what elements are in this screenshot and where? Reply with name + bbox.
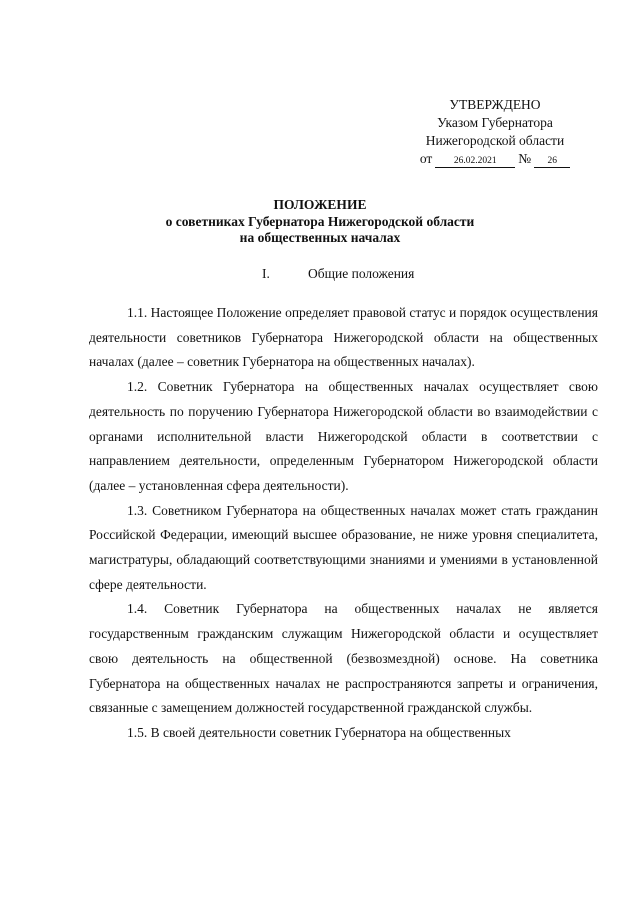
decree-date: 26.02.2021 — [435, 155, 515, 168]
title-line-1: ПОЛОЖЕНИЕ — [273, 197, 367, 212]
approval-date-number — [400, 150, 590, 168]
date-prefix: от — [419, 151, 433, 166]
paragraph-1-1: 1.1. Настоящее Положение определяет правовой статус и порядок осуществления деятельности советников Губернатора Нижегородской области на общественных началах (далее – советник Губернатора на общественных началах). — [89, 305, 598, 370]
approval-stamp — [400, 96, 590, 168]
paragraph-1-4: 1.4. Советник Губернатора на общественных началах не является государственным гражданским служащим Нижегородской области и осуществляет свою деятельность на общественной (безвозмездной) основе. На советника Губернатора на общественных началах не распространяются запреты и ограничения, связанные с замещением должностей государственной гражданской службы. — [89, 601, 598, 716]
title-line-2: о советниках Губернатора Нижегородской области — [165, 213, 475, 229]
paragraph-1-5: 1.5. В своей деятельности советник Губернатора на общественных — [127, 724, 511, 740]
paragraph-1-3: 1.3. Советником Губернатора на общественных началах может стать гражданин Российской Федерации, имеющий высшее образование, не ниже уровня специалитета, магистратуры, обладающий соответствующими знаниями и умениями в установленной сфере деятельности. — [89, 502, 598, 592]
section-title: Общие положения — [308, 266, 415, 281]
section-numeral: I. — [262, 266, 270, 281]
approval-decree: Указом Губернатора — [437, 115, 553, 130]
number-sign: № — [518, 151, 532, 166]
approval-label: УТВЕРЖДЕНО — [449, 97, 541, 112]
approval-region: Нижегородской области — [425, 133, 565, 148]
decree-number: 26 — [534, 155, 570, 168]
document-body — [89, 301, 598, 746]
paragraph-1-2: 1.2. Советник Губернатора на общественных началах осуществляет свою деятельность по поручению Губернатора Нижегородской области во взаимодействии с органами исполнительной власти Нижегородской области в соответствии с направлением деятельности, определенным Губернатором Нижегородской области (далее – установленная сфера деятельности). — [89, 379, 598, 493]
document-title — [0, 197, 640, 247]
section-heading — [262, 266, 414, 282]
title-line-3: на общественных началах — [239, 230, 401, 245]
